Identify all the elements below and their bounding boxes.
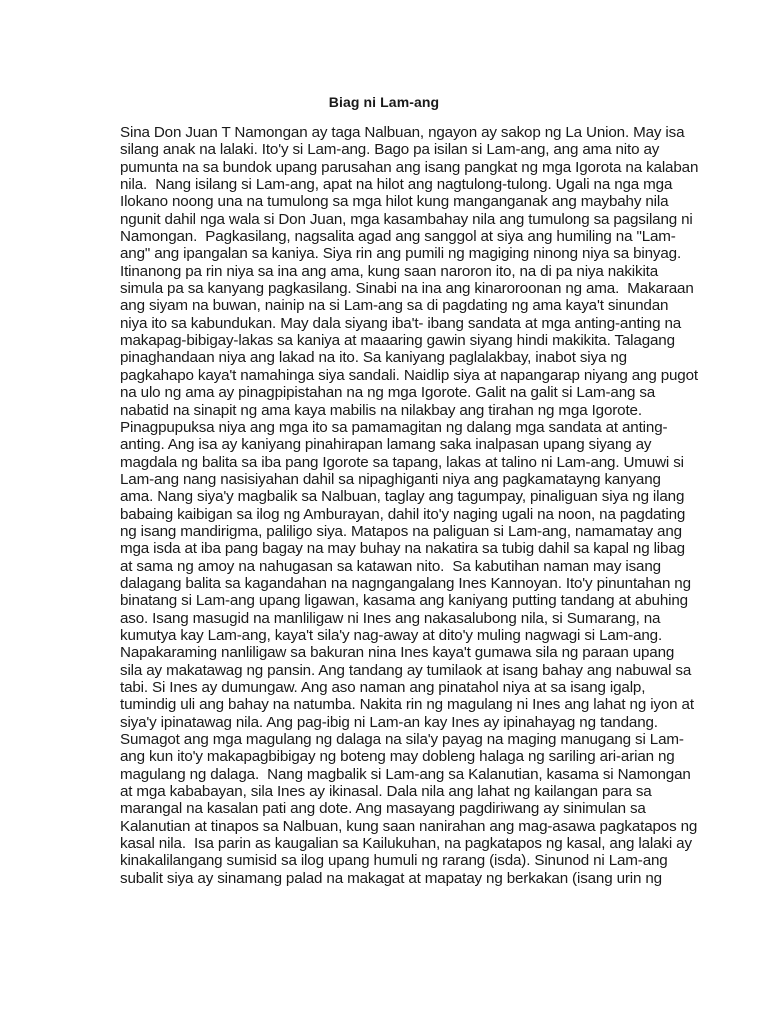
body-text-line: Lam-ang nang nasisiyahan dahil sa nipaghiganti niya ang pagkamatayng kanyang <box>120 470 661 488</box>
body-text-line: Pinagpupuksa niya ang mga ito sa pamamagitan ng dalang mga sandata at anting- <box>120 418 668 436</box>
body-text-line: Namongan. Pagkasilang, nagsalita agad ang sanggol at siya ang humiling na "Lam- <box>120 228 676 246</box>
body-text-line: sila ay makatawag ng pansin. Ang tandang ay tumilaok at isang bahay ang nabuwal sa <box>120 661 692 679</box>
body-text-line: Sina Don Juan T Namongan ay taga Nalbuan, ngayon ay sakop ng La Union. May isa <box>120 124 685 141</box>
body-text-line: anting. Ang isa ay kaniyang pinahirapan lamang saka inalpasan upang siyang ay <box>120 436 652 454</box>
body-text-line: tabi. Si Ines ay dumungaw. Ang aso naman ang pinatahol niya at sa isang igalp, <box>120 679 646 696</box>
body-text-line: magdala ng balita sa iba pang Igorote sa tapang, lakas at talino ni Lam-ang. Umuwi si <box>120 453 684 471</box>
body-text-line: subalit siya ay sinamang palad na makagat at mapatay ng berkakan (isang urin ng <box>120 869 662 887</box>
body-text-line: na ulo ng ama ay pinagpipistahan na ng mga Igorote. Galit na galit si Lam-ang sa <box>120 384 656 402</box>
document-title: Biag ni Lam-ang <box>328 94 440 110</box>
body-text-line: Napakaraming nanliligaw sa bakuran nina Ines kaya't gumawa sila ng paraan upang <box>120 644 675 662</box>
body-text-line: simula pa sa kanyang pagkasilang. Sinabi na ina ang kinaroroonan ng ama. Makaraan <box>120 280 694 298</box>
body-text-line: Sumagot ang mga magulang ng dalaga na sila'y payag na maging manugang si Lam- <box>120 731 684 749</box>
body-text-line: kasal nila. Isa parin as kaugalian sa Kailukuhan, na pagkatapos ng kasal, ang lalaki ay <box>120 835 692 853</box>
body-text-line: mga isda at iba pang bagay na may buhay na nakatira sa tubig dahil sa kapal ng libag <box>120 540 685 558</box>
body-text-line: ng isang mandirigma, paliligo siya. Matapos na paliguan si Lam-ang, namamatay ang <box>120 522 682 540</box>
body-text-line: ang" ang ipangalan sa kaniya. Siya rin ang pumili ng magiging ninong niya sa binyag. <box>120 245 682 263</box>
body-text-line: ama. Nang siya'y magbalik sa Nalbuan, taglay ang tagumpay, pinaliguan siya ng ilang <box>120 488 685 506</box>
body-text-line: pinaghandaan niya ang lakad na ito. Sa kaniyang paglalakbay, inabot siya ng <box>120 349 627 367</box>
body-text-line: kumutya kay Lam-ang, kaya't sila'y nag-away at dito'y muling nagwagi si Lam-ang. <box>120 626 663 644</box>
body-text-line: at sama ng amoy na nahugasan sa katawan nito. Sa kabutihan naman may isang <box>120 557 661 575</box>
body-text-line: dalagang balita sa kagandahan na nagngangalang Ines Kannoyan. Ito'y pinuntahan ng <box>120 574 691 592</box>
body-text-line: nabatid na sinapit ng ama kaya mabilis na nilakbay ang tirahan ng mga Igorote. <box>120 401 642 419</box>
body-text-line: Itinanong pa rin niya sa ina ang ama, kung saan naroron ito, na di pa niya nakikita <box>120 262 659 280</box>
body-text-line: Kalanutian at tinapos sa Nalbuan, kung saan nanirahan ang mag-asawa pagkatapos ng <box>120 817 698 835</box>
body-text-line: tumindig uli ang bahay na natumba. Nakita rin ng magulang ni Ines ang lahat ng iyon at <box>120 696 694 714</box>
body-text-line: babaing kaibigan sa ilog ng Amburayan, dahil ito'y naging ugali na noon, na pagdating <box>120 505 686 523</box>
body-text-line: niya ito sa kabundukan. May dala siyang iba't- ibang sandata at mga anting-anting na <box>120 314 682 332</box>
body-text-line: nila. Nang isilang si Lam-ang, apat na hilot ang nagtulong-tulong. Ugali na nga mga <box>120 176 673 194</box>
body-text-line: Ilokano noong una na tumulong sa mga hilot kung manganganak ang maybahy nila <box>120 193 669 211</box>
body-text-line: pumunta na sa bundok upang parusahan ang isang pangkat ng mga Igorota na kalaban <box>120 158 699 176</box>
body-text-line: makapag-bibigay-lakas sa kaniya at maaaring gawin siyang hindi makikita. Talagang <box>120 332 675 350</box>
body-text-line: magulang ng dalaga. Nang magbalik si Lam-ang sa Kalanutian, kasama si Namongan <box>120 765 691 783</box>
body-text-line: ngunit dahil nga wala si Don Juan, mga kasambahay nila ang tumulong sa pagsilang ni <box>120 210 693 228</box>
body-text-line: siya'y ipinatawag nila. Ang pag-ibig ni Lam-an kay Ines ay ipinahayag ng tandang. <box>120 713 658 731</box>
body-text-line: aso. Isang masugid na manliligaw ni Ines ang nakasalubong nila, si Sumarang, na <box>120 609 661 627</box>
body-text-line: kinakalilangang sumisid sa ilog upang humuli ng rarang (isda). Sinunod ni Lam-ang <box>120 852 668 870</box>
body-text-line: ang kun ito'y makapagbibigay ng boteng may dobleng halaga ng sariling ari-arian ng <box>120 748 675 766</box>
body-text-line: silang anak na lalaki. Ito'y si Lam-ang. Bago pa isilan si Lam-ang, ang ama nito ay <box>120 141 660 159</box>
document-body <box>120 124 699 887</box>
body-text-line: binatang si Lam-ang upang ligawan, kasama ang kaniyang putting tandang at abuhing <box>120 592 688 610</box>
body-text-line: ang siyam na buwan, nainip na si Lam-ang sa di pagdating ng ama kaya't sinundan <box>120 297 669 315</box>
body-text-line: marangal na kasalan pati ang dote. Ang masayang pagdiriwang ay sinimulan sa <box>120 800 646 818</box>
body-text-line: at mga kababayan, sila Ines ay ikinasal. Dala nila ang lahat ng kailangan para sa <box>120 783 652 801</box>
body-text-line: pagkahapo kaya't namahinga siya sandali. Naidlip siya at napangarap niyang ang pugot <box>120 366 698 384</box>
